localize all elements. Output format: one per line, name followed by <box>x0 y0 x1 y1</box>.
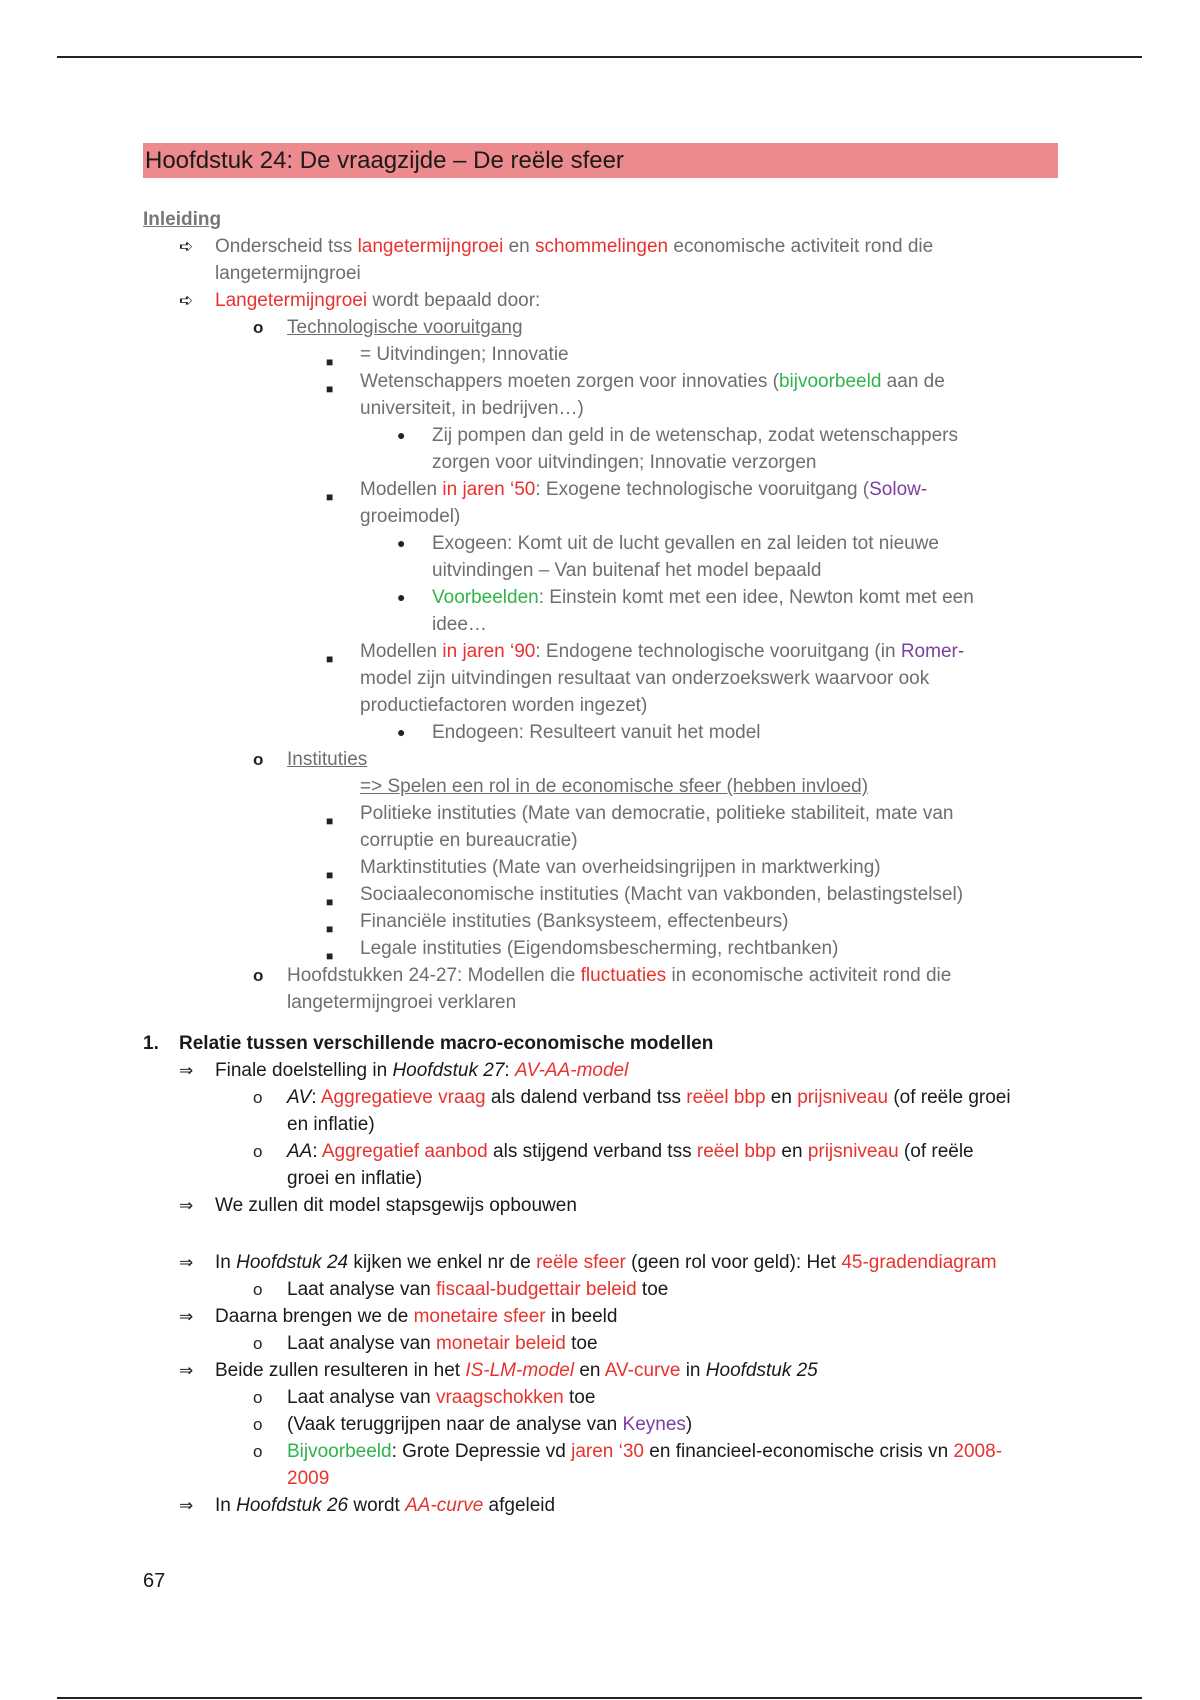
arrow-icon: ⇒ <box>179 1496 194 1515</box>
circle-bullet-icon: o <box>253 966 264 985</box>
inst-item-3: ■ Sociaaleconomische instituties (Macht van vakbonden, belastingstelsel) <box>143 881 1058 908</box>
page-content <box>143 143 1058 1519</box>
tech-subbullet-4: ● Endogeen: Resulteert vanuit het model <box>143 719 1058 746</box>
header-rule <box>57 56 1142 58</box>
circle-bullet-icon: o <box>253 1415 263 1434</box>
section-1-heading: 1. Relatie tussen verschillende macro-economische modellen <box>143 1033 714 1054</box>
arrow-icon: ➪ <box>179 291 194 310</box>
dot-bullet-icon: ● <box>397 535 406 551</box>
tech-bullet-4: ■ Modellen in jaren ‘90: Endogene technologische vooruitgang (in Romer- model zijn uitvindingen resultaat van onderzoekswerk waarvoor ook productiefactoren worden ingezet) <box>326 641 965 716</box>
page-number: 67 <box>143 1570 166 1592</box>
inst-heading: o Instituties <box>143 746 1058 773</box>
inst-item-2: ■ Marktinstituties (Mate van overheidsingrijpen in marktwerking) <box>143 854 1058 881</box>
arrow-icon: ⇒ <box>179 1361 194 1380</box>
square-bullet-icon: ■ <box>326 922 334 936</box>
arrow-icon: ⇒ <box>179 1307 194 1326</box>
sec1-item-5: ⇒ Beide zullen resulteren in het IS-LM-model en AV-curve in Hoofdstuk 25 <box>143 1357 1058 1384</box>
inst-item-5: ■ Legale instituties (Eigendomsbescherming, rechtbanken) <box>143 935 1058 962</box>
tech-bullet-2: ■ Wetenschappers moeten zorgen voor innovaties (bijvoorbeeld aan de universiteit, in bedrijven…) <box>326 371 945 419</box>
circle-bullet-icon: o <box>253 318 264 337</box>
sec1-item-3a: o Laat analyse van fiscaal-budgettair beleid toe <box>143 1276 1058 1303</box>
square-bullet-icon: ■ <box>326 382 334 396</box>
dot-bullet-icon: ● <box>397 589 406 605</box>
sec1-item-1b: o AA: Aggregatief aanbod als stijgend verband tss reëel bbp en prijsniveau (of reële groei en inflatie) <box>143 1138 1058 1192</box>
tech-subbullet-3b: ● Voorbeelden: Einstein komt met een idee, Newton komt met een idee… <box>143 584 1058 638</box>
sec1-item-5a: o Laat analyse van vraagschokken toe <box>143 1384 1058 1411</box>
circle-bullet-icon: o <box>253 1088 263 1107</box>
arrow-icon: ⇒ <box>179 1061 194 1080</box>
tech-bullet-1: ■ = Uitvindingen; Innovatie <box>143 341 1058 368</box>
arrow-icon: ⇒ <box>179 1253 194 1272</box>
square-bullet-icon: ■ <box>326 868 334 882</box>
tech-bullet-3: ■ Modellen in jaren ‘50: Exogene technologische vooruitgang (Solow- groeimodel) <box>326 479 928 527</box>
sec1-item-5b: o (Vaak teruggrijpen naar de analyse van Keynes) <box>143 1411 1058 1438</box>
sec1-item-2: ⇒ We zullen dit model stapsgewijs opbouwen <box>143 1192 1058 1219</box>
sec1-item-1: ⇒ Finale doelstelling in Hoofdstuk 27: AV-AA-model <box>143 1057 1058 1084</box>
sec1-item-1a: o AV: Aggregatieve vraag als dalend verband tss reëel bbp en prijsniveau (of reële groei en inflatie) <box>143 1084 1058 1138</box>
square-bullet-icon: ■ <box>326 652 334 666</box>
square-bullet-icon: ■ <box>326 814 334 828</box>
sec1-item-4: ⇒ Daarna brengen we de monetaire sfeer in beeld <box>143 1303 1058 1330</box>
intro-item-1: ➪ Onderscheid tss langetermijngroei en schommelingen economische activiteit rond die langetermijngroei <box>143 233 1058 287</box>
inst-note: => Spelen een rol in de economische sfeer (hebben invloed) <box>360 776 869 797</box>
square-bullet-icon: ■ <box>326 355 334 369</box>
tech-subbullet-2: ● Zij pompen dan geld in de wetenschap, zodat wetenschappers zorgen voor uitvindingen; Innovatie verzorgen <box>143 422 1058 476</box>
inst-item-4: ■ Financiële instituties (Banksysteem, effectenbeurs) <box>143 908 1058 935</box>
square-bullet-icon: ■ <box>326 949 334 963</box>
chapters-note: o Hoofdstukken 24-27: Modellen die fluctuaties in economische activiteit rond die langetermijngroei verklaren <box>143 962 1058 1016</box>
circle-bullet-icon: o <box>253 1334 263 1353</box>
circle-bullet-icon: o <box>253 1142 263 1161</box>
dot-bullet-icon: ● <box>397 427 406 443</box>
footer-rule <box>57 1697 1142 1699</box>
sec1-item-4a: o Laat analyse van monetair beleid toe <box>143 1330 1058 1357</box>
arrow-icon: ⇒ <box>179 1196 194 1215</box>
square-bullet-icon: ■ <box>326 895 334 909</box>
tech-subbullet-3a: ● Exogeen: Komt uit de lucht gevallen en zal leiden tot nieuwe uitvindingen – Van buitenaf het model bepaald <box>143 530 1058 584</box>
circle-bullet-icon: o <box>253 1280 263 1299</box>
sec1-item-5c: o Bijvoorbeeld: Grote Depressie vd jaren ‘30 en financieel-economische crisis vn 2008- 2009 <box>143 1438 1058 1492</box>
chapter-title: Hoofdstuk 24: De vraagzijde – De reële sfeer <box>143 143 1058 178</box>
tech-heading: o Technologische vooruitgang <box>143 314 1058 341</box>
circle-bullet-icon: o <box>253 750 264 769</box>
circle-bullet-icon: o <box>253 1442 263 1461</box>
arrow-icon: ➪ <box>179 237 194 256</box>
dot-bullet-icon: ● <box>397 724 406 740</box>
sec1-item-6: ⇒ In Hoofdstuk 26 wordt AA-curve afgeleid <box>143 1492 1058 1519</box>
intro-item-2: ➪ Langetermijngroei wordt bepaald door: <box>143 287 1058 314</box>
intro-heading: Inleiding <box>143 209 222 230</box>
inst-item-1: ■ Politieke instituties (Mate van democratie, politieke stabiliteit, mate van corruptie en bureaucratie) <box>326 803 954 851</box>
sec1-item-3: ⇒ In Hoofdstuk 24 kijken we enkel nr de reële sfeer (geen rol voor geld): Het 45-gradendiagram <box>143 1249 1058 1276</box>
circle-bullet-icon: o <box>253 1388 263 1407</box>
square-bullet-icon: ■ <box>326 490 334 504</box>
